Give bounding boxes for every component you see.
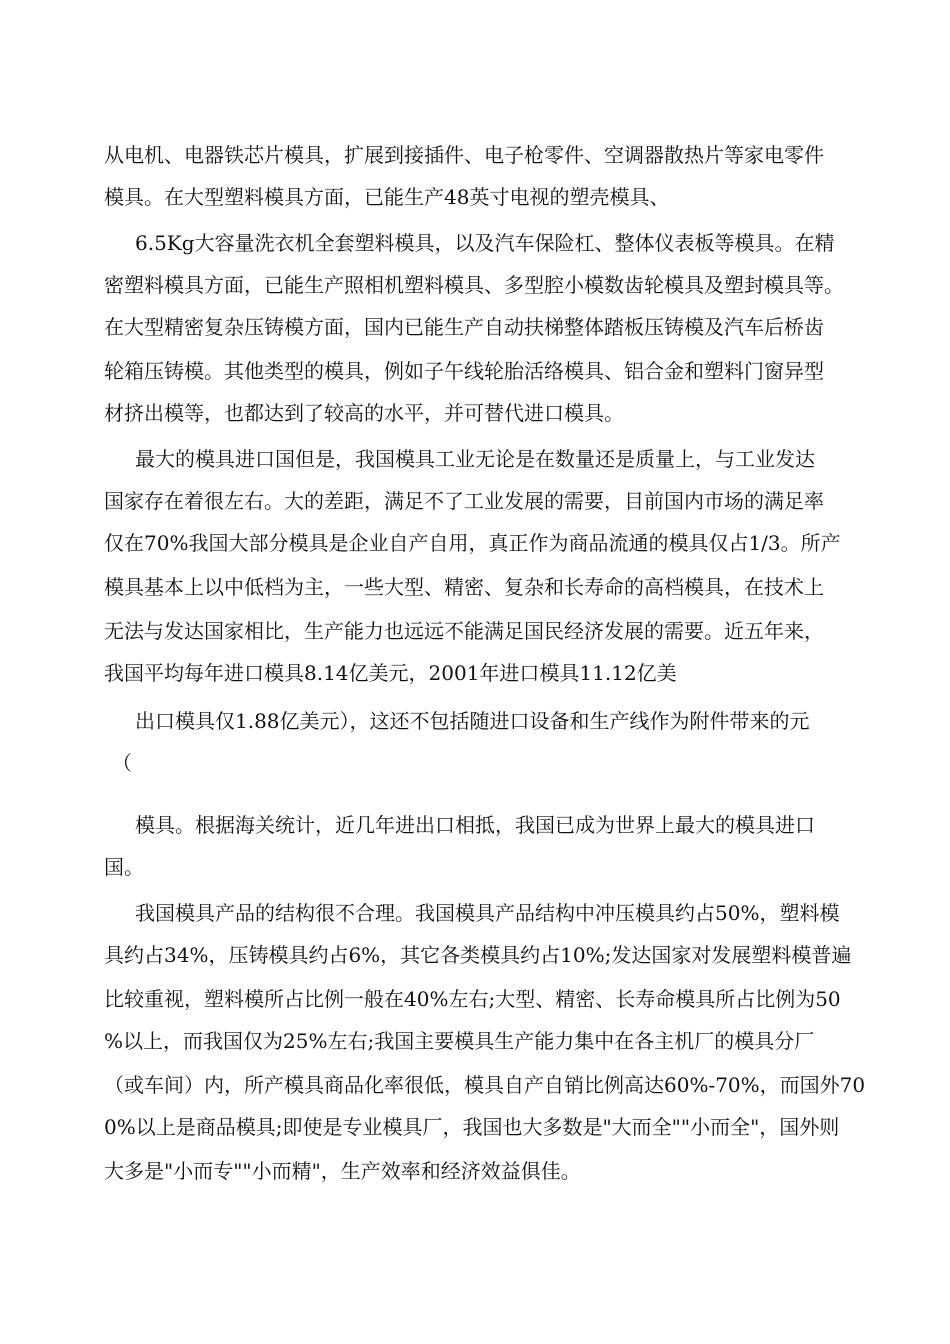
text-line-15: （	[112, 751, 132, 775]
text-line-22: （或车间）内，所产模具商品化率很低，模具自产自销比例高达60%-70%，而国外70	[104, 1073, 866, 1097]
text-line-19: 具约占34%，压铸模具约占6%，其它各类模具约占10%;发达国家对发展塑料模普遍	[104, 943, 852, 967]
text-line-9: 国家存在着很左右。大的差距，满足不了工业发展的需要，目前国内市场的满足率	[104, 489, 824, 513]
text-line-7: 材挤出模等，也都达到了较高的水平，并可替代进口模具。	[104, 401, 624, 425]
text-line-21: %以上，而我国仅为25%左右;我国主要模具生产能力集中在各主机厂的模具分厂	[104, 1029, 815, 1053]
text-line-16: 模具。根据海关统计，近几年进出口相抵，我国已成为世界上最大的模具进口	[135, 813, 815, 837]
text-line-4: 密塑料模具方面，已能生产照相机塑料模具、多型腔小模数齿轮模具及塑封模具等。	[104, 273, 844, 297]
text-line-2: 模具。在大型塑料模具方面，已能生产48英寸电视的塑壳模具、	[104, 185, 670, 209]
text-line-1: 从电机、电器铁芯片模具，扩展到接插件、电子枪零件、空调器散热片等家电零件	[104, 143, 824, 167]
text-line-5: 在大型精密复杂压铸模方面，国内已能生产自动扶梯整体踏板压铸模及汽车后桥齿	[104, 315, 824, 339]
text-line-24: 大多是"小而专""小而精"，生产效率和经济效益俱佳。	[104, 1159, 581, 1183]
text-line-10: 仅在70%我国大部分模具是企业自产自用，真正作为商品流通的模具仅占1/3。所产	[104, 531, 841, 555]
text-line-12: 无法与发达国家相比，生产能力也远远不能满足国民经济发展的需要。近五年来，	[104, 619, 824, 643]
text-line-11: 模具基本上以中低档为主，一些大型、精密、复杂和长寿命的高档模具，在技术上	[104, 575, 824, 599]
text-line-14: 出口模具仅1.88亿美元），这还不包括随进口设备和生产线作为附件带来的元	[135, 709, 810, 733]
text-line-20: 比较重视，塑料模所占比例一般在40%左右;大型、精密、长寿命模具所占比例为50	[104, 987, 841, 1011]
text-line-17: 国。	[104, 855, 144, 879]
text-line-23: 0%以上是商品模具;即使是专业模具厂，我国也大多数是"大而全""小而全"，国外则	[104, 1115, 840, 1139]
text-line-13: 我国平均每年进口模具8.14亿美元，2001年进口模具11.12亿美	[104, 661, 677, 685]
text-line-18: 我国模具产品的结构很不合理。我国模具产品结构中冲压模具约占50%，塑料模	[135, 901, 840, 925]
text-line-3: 6.5Kg大容量洗衣机全套塑料模具，以及汽车保险杠、整体仪表板等模具。在精	[135, 231, 835, 255]
text-line-6: 轮箱压铸模。其他类型的模具，例如子午线轮胎活络模具、铝合金和塑料门窗异型	[104, 359, 824, 383]
text-line-8: 最大的模具进口国但是，我国模具工业无论是在数量还是质量上，与工业发达	[135, 447, 815, 471]
